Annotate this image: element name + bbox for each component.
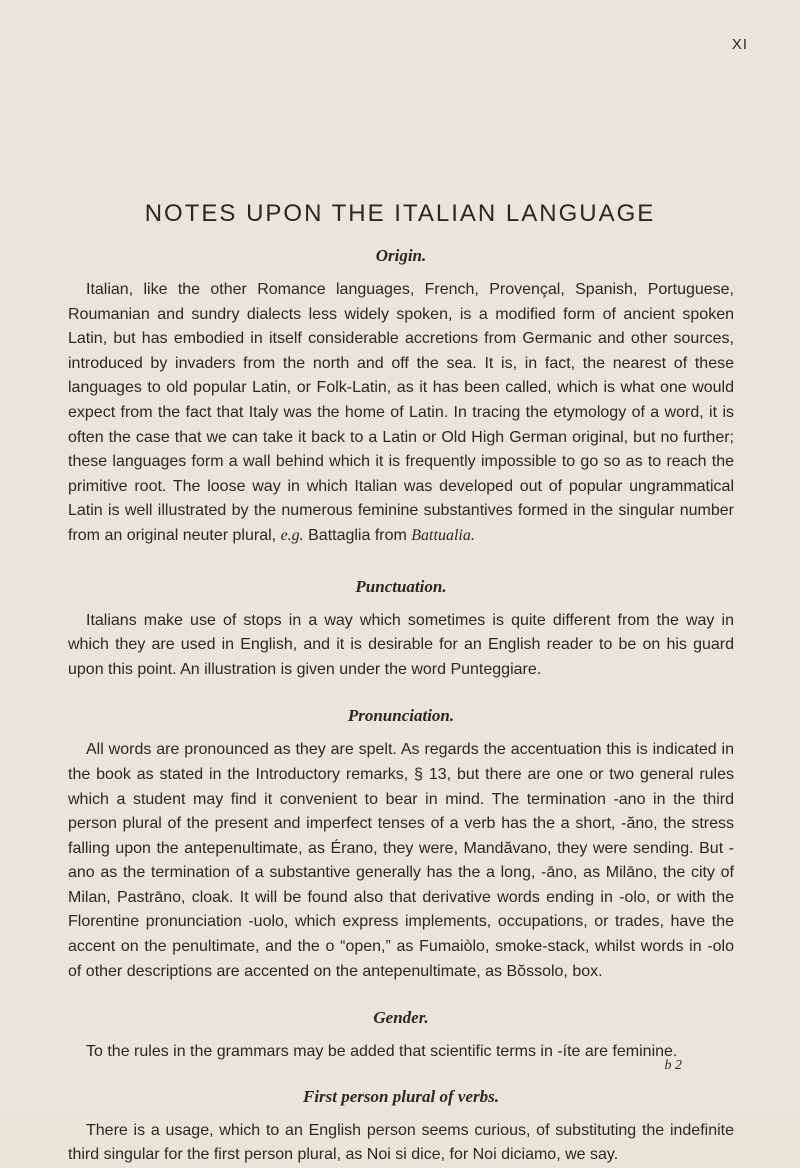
section-pronunciation — [68, 706, 734, 984]
page-number: XI — [731, 36, 748, 53]
section-heading-pronunciation: Pronunciation. — [347, 706, 455, 726]
section-heading-origin: Origin. — [375, 246, 427, 265]
origin-text-part-2: Battaglia from — [303, 526, 412, 544]
page-body — [68, 246, 734, 1168]
section-origin — [68, 246, 734, 549]
section-heading-first-person-plural: First person plural of verbs. — [303, 1086, 499, 1106]
section-first-person-plural — [68, 1087, 734, 1168]
paragraph-pronunciation: All words are pronounced as they are spelt. As regards the accentuation this is indicated in the book as stated in the Introductory remarks, § 13, but there are one or two general rules which a student may find it convenient to bear in mind. The termination -ano in the third person plural of the present and imperfect tenses of a verb has the a short, -ăno, the stress falling upon the antepenultimate, as Érano, they were, Mandăvano, they were sending. But -ano as the termination of a substantive generally has the a long, -āno, as Milāno, the city of Milan, Pastrāno, cloak. It will be found also that derivative words ending in -olo, or with the Florentine pronunciation -uolo, which express implements, occupations, or trades, have the accent on the penultimate, and the o “open,” as Fumaiòlo, smoke-stack, whilst words in -olo of other descriptions are accented on the antepenultimate, as Bŏssolo, box. — [68, 741, 734, 980]
section-heading-punctuation: Punctuation. — [355, 576, 447, 596]
section-heading-gender: Gender. — [373, 1008, 429, 1028]
paragraph-gender: To the rules in the grammars may be added that scientific terms in -íte are feminine. — [86, 1043, 678, 1061]
origin-example-word: Battualia. — [411, 526, 475, 544]
paragraph-punctuation: Italians make use of stops in a way which sometimes is quite different from the way in which they are used in English, and it is desirable for an English reader to be on his guard upon this point. An illustration is given under the word Punteggiare. — [68, 611, 734, 678]
page-title: NOTES UPON THE ITALIAN LANGUAGE — [144, 200, 656, 227]
section-punctuation — [68, 577, 734, 683]
section-gender — [68, 1008, 734, 1065]
paragraph-first-person-plural: There is a usage, which to an English person seems curious, of substituting the indefinite third singular for the first person plural, as Noi si dice, for Noi diciamo, we say. — [68, 1121, 734, 1164]
signature-mark: b 2 — [664, 1058, 682, 1073]
origin-text-part-1: Italian, like the other Romance languages, French, Provençal, Spanish, Portuguese, Roumanian and sundry dialects less widely spoken, is a modified form of ancient spoken Latin, but has embodied in itself considerable accretions from Germanic and other sources, introduced by invaders from the north and off the sea. It is, in fact, the nearest of these languages to old popular Latin, or Folk-Latin, as it has been called, which is what one would expect from the fact that Italy was the home of Latin. In tracing the etymology of a word, it is often the case that we can take it back to a Latin or Old High German original, but no further; these languages form a wall behind which it is frequently impossible to go so as to reach the primitive root. The loose way in which Italian was developed out of popular ungrammatical Latin is well illustrated by the numerous feminine substantives formed in the singular number from an original neuter plural, — [68, 281, 734, 544]
origin-abbrev-eg: e.g. — [280, 526, 304, 544]
paragraph-origin — [68, 278, 734, 549]
